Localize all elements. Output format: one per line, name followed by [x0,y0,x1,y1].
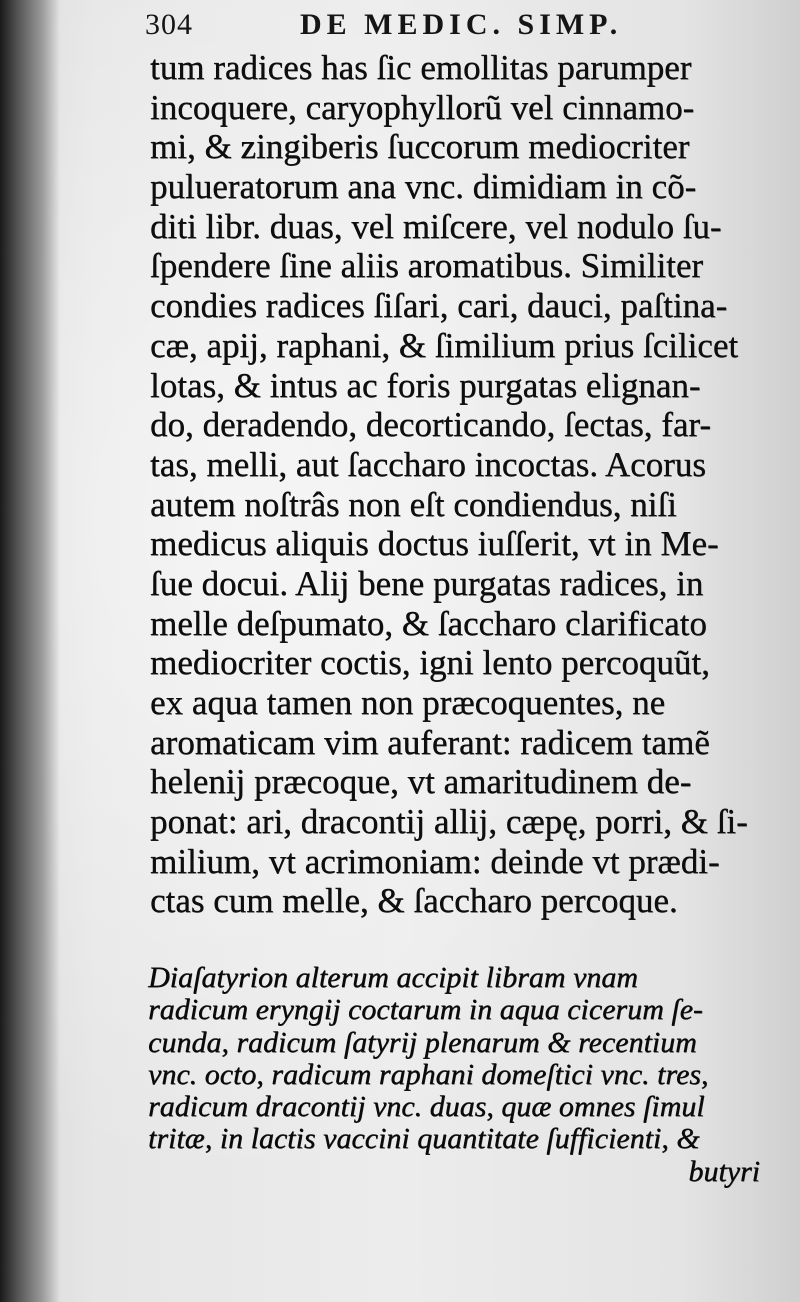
text-line: autem noſtrâs non eſt condiendus, niſi [150,484,677,524]
text-line: condies radices ſiſari, cari, dauci, paſtina- [150,286,728,326]
text-line: aromaticam vim auferant: radicem tamẽ [150,722,710,762]
text-line: ſue docui. Alij bene purgatas radices, in [150,563,704,603]
text-line: ex aqua tamen non præcoquentes, ne [150,683,666,722]
page-number: 304 [145,8,193,41]
italic-recipe-block [148,962,768,1188]
catchword: butyri [688,1154,760,1188]
italic-line: cunda, radicum ſatyrij plenarum & recentium [148,1025,697,1059]
text-line: medicus aliquis doctus iuſſerit, vt in Me- [150,524,719,564]
text-line: tas, melli, aut ſaccharo incoctas. Acorus [150,444,706,484]
main-text-block [150,48,750,921]
text-line: tum radices has ſic emollitas parumper [150,48,692,87]
text-line: cæ, apij, raphani, & ſimilium prius ſcilicet [150,325,739,365]
text-line: melle deſpumato, & ſaccharo clarificato [150,603,707,643]
italic-line: vnc. octo, radicum raphani domeſtici vnc. tres, [148,1057,709,1091]
text-line: diti libr. duas, vel miſcere, vel nodulo ſu- [150,206,722,246]
text-line: do, deradendo, decorticando, ſectas, far- [150,405,711,445]
running-title: DE MEDIC. SIMP. [300,8,623,41]
text-line: mi, & zingiberis ſuccorum mediocriter [150,127,690,167]
text-line: ſpendere ſine aliis aromatibus. Similiter [150,246,704,286]
text-line: lotas, & intus ac foris purgatas elignan- [150,365,701,405]
running-head [145,8,705,48]
italic-line: tritæ, in lactis vaccini quantitate ſufficienti, & [148,1122,700,1156]
text-line: pulueratorum ana vnc. dimidiam in cõ- [150,167,697,207]
text-line: helenij præcoque, vt amaritudinem de- [150,762,692,802]
text-line: ctas cum melle, & ſaccharo percoque. [150,881,678,921]
binding-shadow [0,0,60,1302]
text-line: mediocriter coctis, igni lento percoquũt, [150,643,710,683]
italic-line: Diaſatyrion alterum accipit libram vnam [148,961,638,994]
text-line: ponat: ari, dracontij allij, cæpę, porri, & ſi- [150,802,748,842]
italic-line: radicum eryngij coctarum in aqua cicerum ſe- [148,993,703,1027]
italic-line: radicum dracontij vnc. duas, quæ omnes ſimul [148,1090,705,1124]
text-line: milium, vt acrimoniam: deinde vt prædi- [150,841,720,881]
text-line: incoquere, caryophyllorũ vel cinnamo- [150,87,695,127]
